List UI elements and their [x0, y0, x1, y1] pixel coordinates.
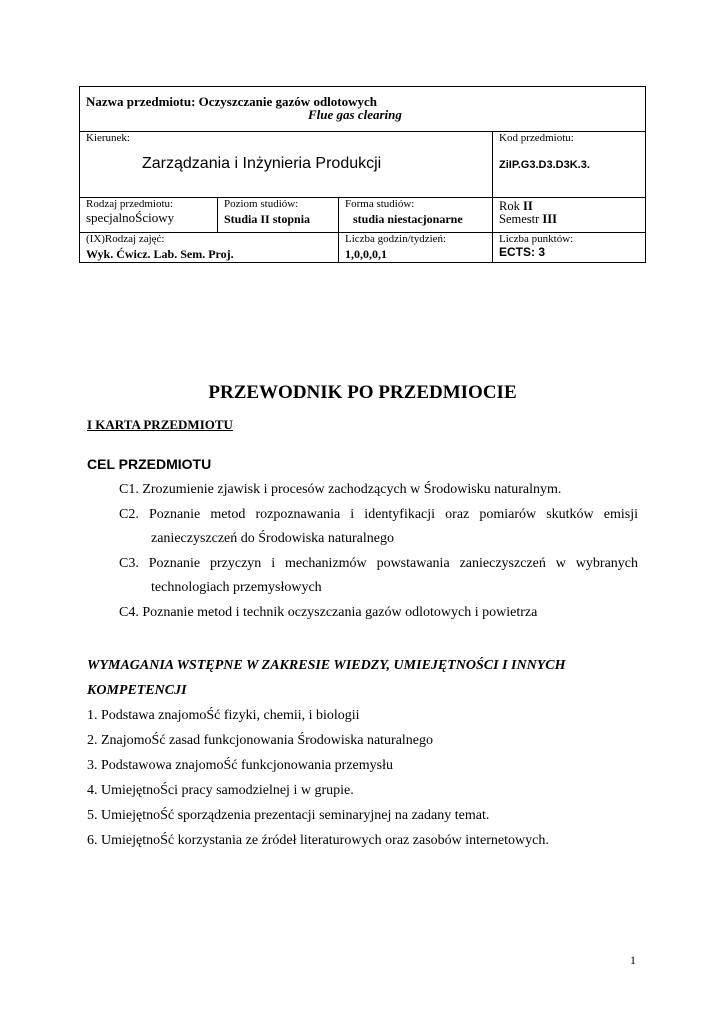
goal-item [87, 503, 638, 528]
form-value: studia niestacjonarne [353, 212, 463, 226]
course-header-table [79, 86, 646, 263]
type-cell [80, 198, 218, 233]
semester-prefix: Semestr [499, 212, 540, 226]
classes-label: (IX)Rodzaj zajęć: [86, 233, 165, 245]
points-cell [493, 233, 646, 263]
goal-text: C4. Poznanie metod i technik oczyszczania gazów odlotowych i powietrza [119, 604, 538, 620]
form-cell [339, 198, 493, 233]
direction-cell [80, 132, 493, 198]
type-value: specjalnoŚciowy [86, 210, 175, 225]
year-prefix: Rok [499, 199, 520, 213]
points-label: Liczba punktów: [499, 233, 574, 245]
subject-cell [80, 87, 646, 132]
form-label: Forma studiów: [345, 198, 415, 210]
goal-text: C1. Zrozumienie zjawisk i procesów zachodzących w Środowisku naturalnym. [119, 482, 562, 497]
type-label: Rodzaj przedmiotu: [86, 198, 174, 210]
code-label: Kod przedmiotu: [499, 132, 574, 144]
hours-label: Liczba godzin/tydzień: [345, 233, 447, 245]
section-heading: I KARTA PRZEDMIOTU [87, 417, 233, 432]
goal-text-cont: zanieczyszczeń do Środowiska naturalnego [151, 531, 394, 546]
goal-text: C3. Poznanie przyczyn i mechanizmów powstawania zanieczyszczeń w wybranych [119, 555, 638, 571]
hours-value: 1,0,0,0,1 [345, 247, 387, 261]
goal-item [87, 601, 638, 626]
subject-name-en: Flue gas clearing [308, 107, 402, 122]
subject-name-pl: Oczyszczanie gazów odlotowych [198, 94, 378, 109]
code-cell [493, 132, 646, 198]
requirement-item: 1. Podstawa znajomoŚć fizyki, chemii, i biologii [87, 708, 360, 723]
level-label: Poziom studiów: [224, 198, 299, 210]
goal-text: C2. Poznanie metod rozpoznawania i identyfikacji oraz pomiarów skutków emisji [119, 506, 638, 522]
page-title: PRZEWODNIK PO PRZEDMIOCIE [208, 382, 517, 403]
requirements-heading: WYMAGANIA WSTĘPNE W ZAKRESIE WIEDZY, UMIEJĘTNOŚCI I INNYCH KOMPETENCJI [87, 658, 566, 698]
points-value: ECTS: 3 [499, 245, 546, 259]
goal-item [87, 478, 638, 503]
goal-item-cont [87, 576, 638, 601]
requirements-list [87, 703, 638, 853]
hours-cell [339, 233, 493, 263]
level-value: Studia II stopnia [224, 212, 311, 226]
direction-label: Kierunek: [86, 132, 130, 144]
page-number: 1 [630, 953, 636, 967]
level-cell [218, 198, 339, 233]
year-value: II [522, 199, 533, 213]
semester-value: III [542, 212, 557, 226]
goal-item-cont [87, 527, 638, 552]
requirement-item: 5. UmiejętnoŚć sporządzenia prezentacji seminaryjnej na zadany temat. [87, 808, 490, 823]
requirement-item: 3. Podstawowa znajomoŚć funkcjonowania przemysłu [87, 758, 393, 773]
goal-text-cont: technologiach przemysłowych [151, 580, 322, 595]
requirement-item: 4. UmiejętnoŚci pracy samodzielnej i w grupie. [87, 783, 354, 798]
classes-value: Wyk. Ćwicz. Lab. Sem. Proj. [86, 247, 234, 261]
requirement-item: 6. UmiejętnoŚć korzystania ze źródeł literaturowych oraz zasobów internetowych. [87, 833, 549, 848]
subject-label: Nazwa przedmiotu: [86, 94, 196, 109]
goals-list [87, 478, 638, 625]
requirement-item: 2. ZnajomoŚć zasad funkcjonowania Środowiska naturalnego [87, 733, 434, 748]
classes-cell [80, 233, 339, 263]
direction-value: Zarządzania i Inżynieria Produkcji [142, 155, 382, 172]
code-value: ZiIP.G3.D3.D3K.3. [499, 159, 590, 171]
goals-heading: CEL PRZEDMIOTU [87, 456, 212, 472]
goal-item [87, 552, 638, 577]
year-cell [493, 198, 646, 233]
